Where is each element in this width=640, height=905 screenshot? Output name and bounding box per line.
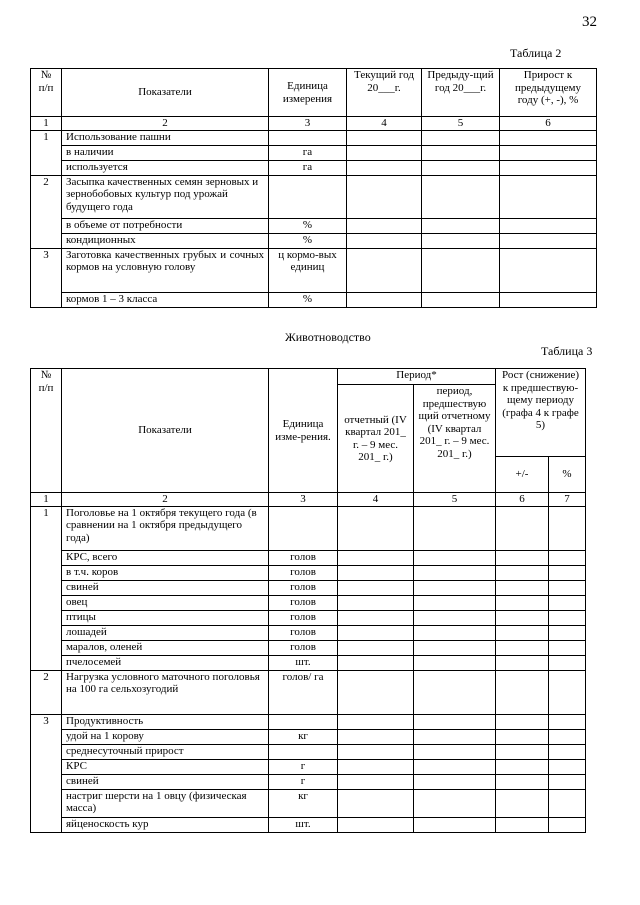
t2-row-label: кормов 1 – 3 класса xyxy=(62,292,269,307)
table-row xyxy=(31,789,586,817)
t2-header-num: № п/п xyxy=(31,69,62,117)
t3-header-growth: Рост (снижение) к предшествую-щему периоду (графа 4 к графе 5) xyxy=(496,369,586,457)
t3-row-unit: г xyxy=(269,774,338,789)
t3-row-unit: г xyxy=(269,759,338,774)
t2-header-indicator: Показатели xyxy=(62,69,269,117)
table-row xyxy=(31,817,586,832)
t3-row-label: птицы xyxy=(62,610,269,625)
t2-row-label: в наличии xyxy=(62,145,269,160)
table3 xyxy=(30,368,586,833)
table2-label: Таблица 2 xyxy=(510,46,562,60)
t2-header-previous: Предыду-щий год 20___г. xyxy=(422,69,500,117)
t3-row-unit: голов xyxy=(269,640,338,655)
table-row xyxy=(31,655,586,670)
t3-row-unit: кг xyxy=(269,729,338,744)
t2-row-unit: ц кормо-вых единиц xyxy=(269,248,347,292)
t3-row-unit xyxy=(269,744,338,759)
t3-colnum-row xyxy=(31,493,586,507)
t3-row-label: свиней xyxy=(62,580,269,595)
t2-row-title: Засыпка качественных семян зерновых и зернобобовых культур под урожай будущего года xyxy=(62,175,269,218)
t3-row-unit: голов/ га xyxy=(269,670,338,714)
t3-row-label: настриг шерсти на 1 овцу (физическая масса) xyxy=(62,789,269,817)
table-row xyxy=(31,625,586,640)
table-row xyxy=(31,610,586,625)
table-row xyxy=(31,506,586,550)
table-row xyxy=(31,175,597,218)
t3-row-title: Продуктивность xyxy=(62,714,269,729)
t3-row-num: 1 xyxy=(31,506,62,670)
t3-row-unit: голов xyxy=(269,625,338,640)
t3-colnum: 5 xyxy=(414,493,496,507)
table-row xyxy=(31,292,597,307)
t3-row-unit: голов xyxy=(269,550,338,565)
t3-header-period: Период* xyxy=(338,369,496,385)
t3-row-unit: голов xyxy=(269,565,338,580)
t3-row-title: Нагрузка условного маточного поголовья на 100 га сельхозугодий xyxy=(62,670,269,714)
t2-row-unit: % xyxy=(269,292,347,307)
t3-row-label: КРС, всего xyxy=(62,550,269,565)
t2-colnum-row xyxy=(31,117,597,131)
t3-row-label: в т.ч. коров xyxy=(62,565,269,580)
t3-header-prior: период, предшествую щий отчетному (IV квартал 201_ г. – 9 мес. 201_ г.) xyxy=(414,385,496,493)
t3-row-label: свиней xyxy=(62,774,269,789)
t3-row-label: пчелосемей xyxy=(62,655,269,670)
t2-header-current: Текущий год 20___г. xyxy=(347,69,422,117)
t2-row-label: в объеме от потребности xyxy=(62,218,269,233)
table-row xyxy=(31,248,597,292)
t3-row-unit: шт. xyxy=(269,655,338,670)
table-row xyxy=(31,774,586,789)
t2-colnum: 2 xyxy=(62,117,269,131)
t2-header-unit: Единица измерения xyxy=(269,69,347,117)
table-row xyxy=(31,233,597,248)
table-row xyxy=(31,744,586,759)
t3-colnum: 3 xyxy=(269,493,338,507)
t3-header-unit: Единица изме-рения. xyxy=(269,369,338,493)
t2-colnum: 5 xyxy=(422,117,500,131)
t3-row-num: 3 xyxy=(31,714,62,832)
t2-row-unit: га xyxy=(269,145,347,160)
t3-colnum: 1 xyxy=(31,493,62,507)
t2-row-num: 2 xyxy=(31,175,62,248)
t2-row-num: 3 xyxy=(31,248,62,307)
table-row xyxy=(31,565,586,580)
table-row xyxy=(31,595,586,610)
table-row xyxy=(31,670,586,714)
t3-header-plusminus: +/- xyxy=(496,457,549,493)
section-title: Животноводство xyxy=(285,330,371,344)
table-row xyxy=(31,550,586,565)
t3-header-indicator: Показатели xyxy=(62,369,269,493)
t3-colnum: 6 xyxy=(496,493,549,507)
t3-row-label: удой на 1 корову xyxy=(62,729,269,744)
t3-row-label: яйценоскость кур xyxy=(62,817,269,832)
t3-row-unit: голов xyxy=(269,610,338,625)
table-row xyxy=(31,160,597,175)
table-row xyxy=(31,729,586,744)
t2-row-unit xyxy=(269,130,347,145)
table-row xyxy=(31,145,597,160)
table-row xyxy=(31,759,586,774)
t3-header-num: № п/п xyxy=(31,369,62,493)
t3-colnum: 4 xyxy=(338,493,414,507)
t2-row-title: Использование пашни xyxy=(62,130,269,145)
t3-row-unit: шт. xyxy=(269,817,338,832)
page-number: 32 xyxy=(582,14,597,30)
t3-row-label: лошадей xyxy=(62,625,269,640)
table-row xyxy=(31,640,586,655)
table-row xyxy=(31,714,586,729)
t2-colnum: 4 xyxy=(347,117,422,131)
t2-colnum: 1 xyxy=(31,117,62,131)
t3-row-unit: кг xyxy=(269,789,338,817)
t3-header-percent: % xyxy=(549,457,586,493)
t2-colnum: 3 xyxy=(269,117,347,131)
t3-row-label: овец xyxy=(62,595,269,610)
table-row xyxy=(31,580,586,595)
t2-row-unit: га xyxy=(269,160,347,175)
t3-row-num: 2 xyxy=(31,670,62,714)
table-row xyxy=(31,130,597,145)
t3-colnum: 7 xyxy=(549,493,586,507)
t2-header-growth: Прирост к предыдущему году (+, -), % xyxy=(500,69,597,117)
t2-row-num: 1 xyxy=(31,130,62,175)
t2-row-label: кондиционных xyxy=(62,233,269,248)
table-row xyxy=(31,218,597,233)
t3-row-title: Поголовье на 1 октября текущего года (в сравнении на 1 октября предыдущего года) xyxy=(62,506,269,550)
t3-row-label: КРС xyxy=(62,759,269,774)
t3-row-label: маралов, оленей xyxy=(62,640,269,655)
t2-colnum: 6 xyxy=(500,117,597,131)
table2 xyxy=(30,68,597,308)
t3-header-reporting: отчетный (IV квартал 201_ г. – 9 мес. 201_ г.) xyxy=(338,385,414,493)
t2-row-title: Заготовка качественных грубых и сочных кормов на условную голову xyxy=(62,248,269,292)
t2-row-label: используется xyxy=(62,160,269,175)
t2-row-unit: % xyxy=(269,218,347,233)
table3-label: Таблица 3 xyxy=(541,344,593,358)
t3-colnum: 2 xyxy=(62,493,269,507)
t3-row-label: среднесуточный прирост xyxy=(62,744,269,759)
t2-row-unit: % xyxy=(269,233,347,248)
t3-row-unit: голов xyxy=(269,595,338,610)
t3-row-unit: голов xyxy=(269,580,338,595)
